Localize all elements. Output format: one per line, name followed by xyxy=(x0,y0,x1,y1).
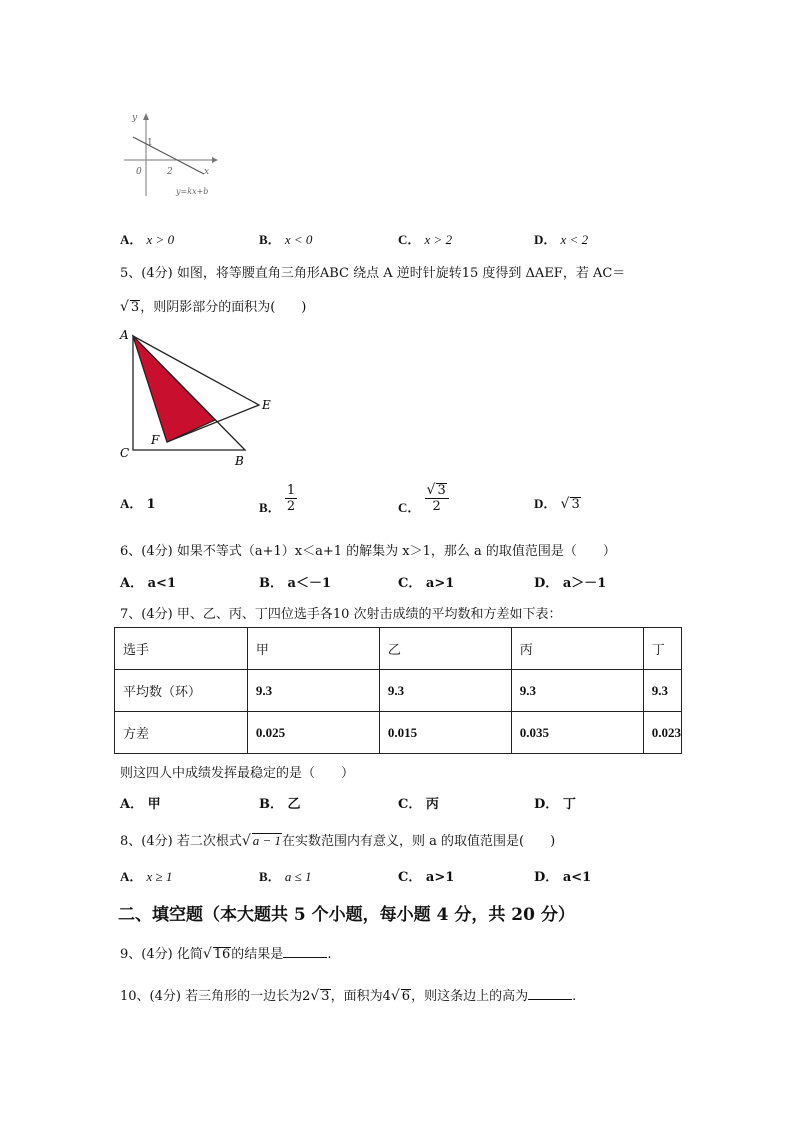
q8-option-a[interactable]: A． x ≥ 1 xyxy=(120,869,173,884)
table-cell: 9.3 xyxy=(379,670,511,712)
table-header-row xyxy=(115,628,682,670)
table-header-cell: 甲 xyxy=(247,628,379,670)
q4-line-label: y=kx+b xyxy=(176,187,209,196)
q6-option-c[interactable]: C． a>1 xyxy=(398,576,455,591)
q5-point-c: C xyxy=(120,446,130,460)
q8-option-d[interactable]: D． a<1 xyxy=(534,870,592,885)
q5-options xyxy=(120,483,680,523)
q5-text-line2: √ 3，则阴影部分的面积为( ) xyxy=(120,299,307,315)
q8-text: 8、(4分) 若二次根式√ a − 1在实数范围内有意义，则 a 的取值范围是( ) xyxy=(120,833,556,849)
q5-point-b: B xyxy=(235,454,244,468)
table-cell: 平均数（环） xyxy=(115,670,248,712)
q10-text: 10、(4分) 若三角形的一边长为2√ 3，面积为4√ 6，则这条边上的高为 . xyxy=(120,988,577,1004)
q5-point-e: E xyxy=(262,398,271,412)
table-cell: 方差 xyxy=(115,712,248,754)
table-cell: 9.3 xyxy=(247,670,379,712)
q4-y-intercept-label: 1 xyxy=(147,138,153,148)
q6-option-b[interactable]: B． a＜－1 xyxy=(259,576,332,591)
q6-text: 6、(4分) 如果不等式（a+1）x＜a+1 的解集为 x＞1，那么 a 的取值范围是（ ） xyxy=(120,544,616,559)
q6-option-a[interactable]: A． a<1 xyxy=(120,576,176,591)
q4-x-intercept-label: 2 xyxy=(167,167,173,177)
q5-point-a: A xyxy=(120,328,129,342)
table-header-cell: 丁 xyxy=(643,628,681,670)
table-header-cell: 丙 xyxy=(511,628,643,670)
q4-x-label: x xyxy=(204,167,210,177)
table-cell: 0.035 xyxy=(511,712,643,754)
q7-option-a[interactable]: A． 甲 xyxy=(120,797,161,812)
q7-option-c[interactable]: C． 丙 xyxy=(398,797,439,812)
q5-option-c[interactable]: C． $\frac{√ 3}{2}$ xyxy=(398,483,449,514)
table-cell: 0.023 xyxy=(643,712,681,754)
section-title-fill-in: 二、填空题（本大题共 5 个小题，每小题 4 分，共 20 分） xyxy=(118,905,575,925)
q10-answer-blank[interactable] xyxy=(528,987,572,1000)
q7-question: 则这四人中成绩发挥最稳定的是（ ） xyxy=(120,766,355,781)
q9-answer-blank[interactable] xyxy=(283,945,327,958)
q7-option-b[interactable]: B． 乙 xyxy=(259,797,301,812)
q6-options xyxy=(120,572,680,592)
q4-option-b[interactable]: B． x < 0 xyxy=(259,232,313,247)
q5-shaded-region xyxy=(133,336,215,442)
q5-option-b[interactable]: B． $\frac{1}{2}$ xyxy=(259,483,296,515)
q6-option-d[interactable]: D． a＞－1 xyxy=(534,576,607,591)
q7-score-table xyxy=(114,627,682,754)
q4-origin-label: 0 xyxy=(136,167,142,177)
q5-option-d[interactable]: D． √ 3 xyxy=(534,496,580,512)
q5-option-a[interactable]: A． 1 xyxy=(120,496,156,512)
table-header-cell: 选手 xyxy=(115,628,248,670)
q4-graph xyxy=(118,108,218,200)
q8-option-c[interactable]: C． a>1 xyxy=(398,870,455,885)
q9-text: 9、(4分) 化简√ 16的结果是 . xyxy=(120,946,332,962)
table-row xyxy=(115,712,682,754)
q4-option-a[interactable]: A． x > 0 xyxy=(120,232,175,247)
table-cell: 0.025 xyxy=(247,712,379,754)
q7-text: 7、(4分) 甲、乙、丙、丁四位选手各10 次射击成绩的平均数和方差如下表： xyxy=(120,607,562,622)
q5-triangle-figure xyxy=(114,326,284,470)
table-cell: 9.3 xyxy=(643,670,681,712)
q8-options xyxy=(120,866,680,886)
q8-option-b[interactable]: B． a ≤ 1 xyxy=(259,869,312,884)
q5-text-line1: 5、(4分) 如图，将等腰直角三角形ABC 绕点 A 逆时针旋转15 度得到 ΔAEF，若 AC＝ xyxy=(120,266,626,281)
q5-point-f: F xyxy=(151,433,160,447)
q7-options xyxy=(120,793,680,813)
table-header-cell: 乙 xyxy=(379,628,511,670)
q7-option-d[interactable]: D． 丁 xyxy=(534,797,576,812)
q4-option-d[interactable]: D． x < 2 xyxy=(534,232,589,247)
q4-y-label: y xyxy=(132,113,138,123)
table-cell: 0.015 xyxy=(379,712,511,754)
q4-options xyxy=(120,229,680,249)
table-row xyxy=(115,670,682,712)
table-cell: 9.3 xyxy=(511,670,643,712)
q4-option-c[interactable]: C． x > 2 xyxy=(398,232,453,247)
